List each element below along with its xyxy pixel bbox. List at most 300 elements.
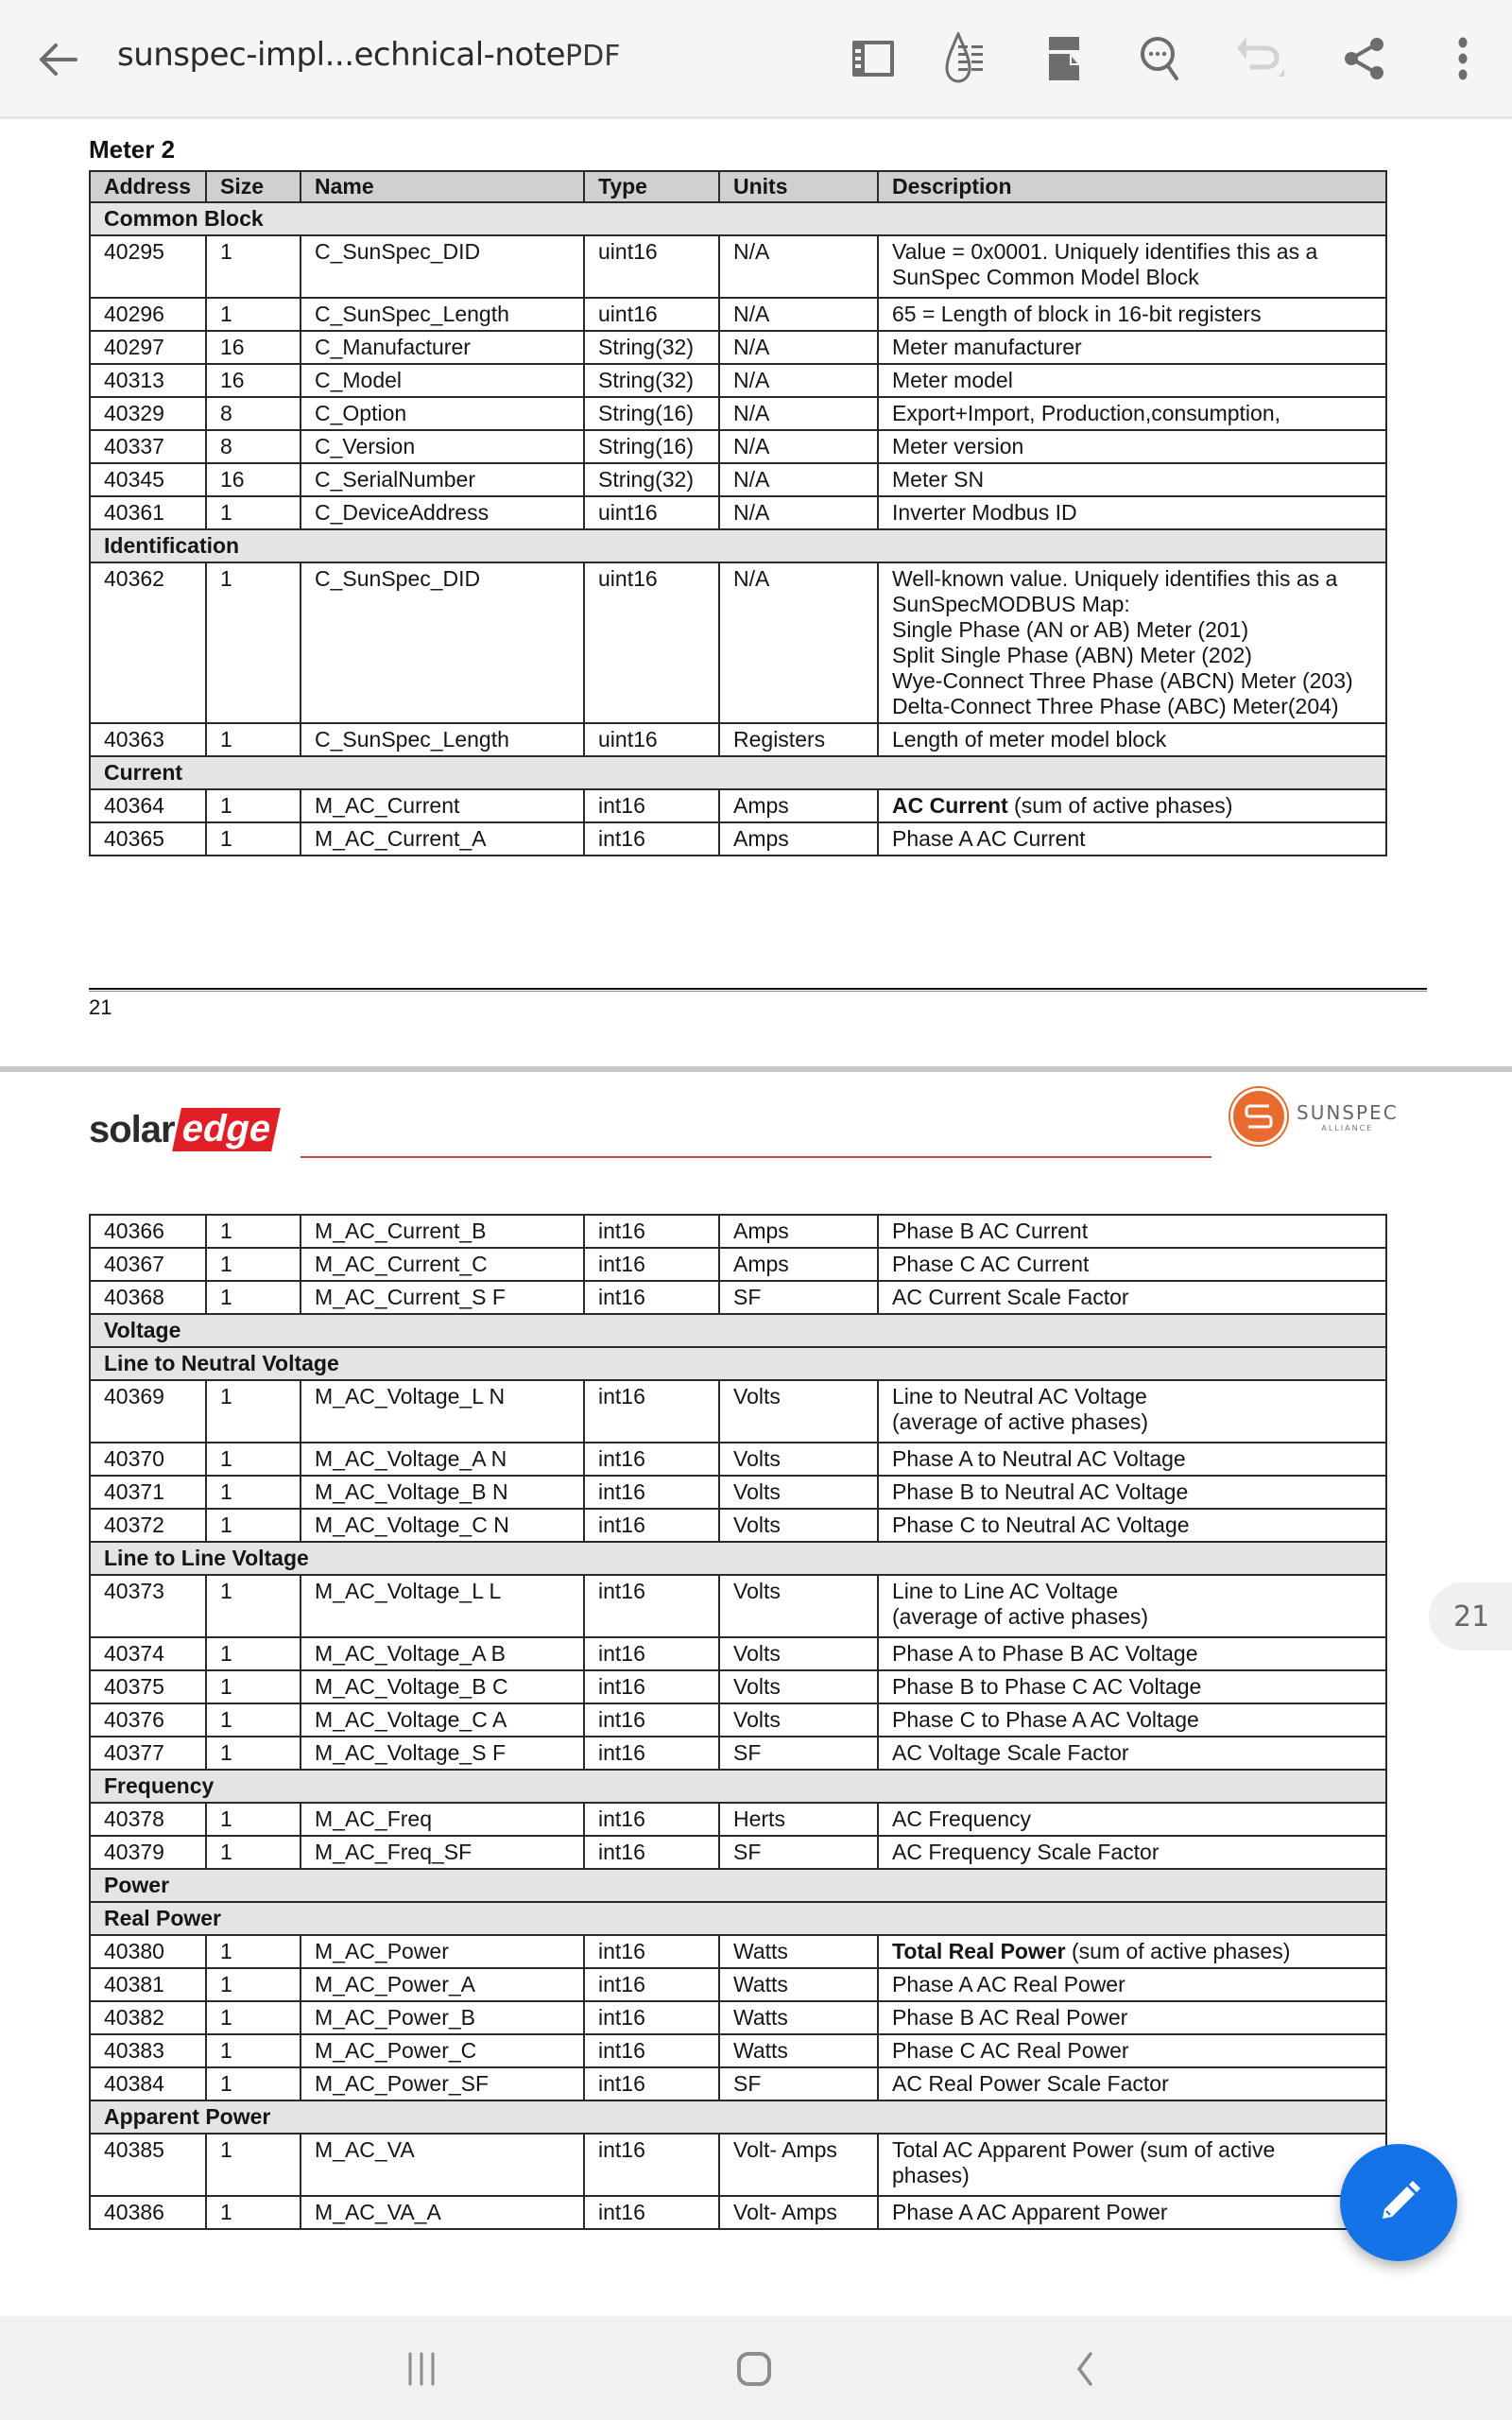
cell-description [878, 2134, 1386, 2196]
section-label: Common Block [90, 202, 1386, 235]
cell-name: M_AC_VA [301, 2134, 584, 2196]
cell-type: int16 [584, 1670, 719, 1703]
cell-type: uint16 [584, 298, 719, 331]
sunspec-brand-text: SUNSPEC [1297, 1100, 1399, 1124]
cell-type: int16 [584, 2134, 719, 2196]
cell-address: 40313 [90, 364, 206, 397]
description-line: Phase A to Neutral AC Voltage [892, 1446, 1186, 1471]
cell-type: int16 [584, 1380, 719, 1443]
cell-size: 1 [206, 2001, 301, 2034]
page-layout-icon [1047, 35, 1081, 82]
cell-size: 1 [206, 789, 301, 822]
section-row [90, 202, 1386, 235]
section-row [90, 1314, 1386, 1347]
edit-fab-button[interactable] [1340, 2144, 1457, 2261]
cell-name: M_AC_Voltage_C A [301, 1703, 584, 1737]
cell-type: int16 [584, 2067, 719, 2100]
cell-type: String(32) [584, 463, 719, 496]
table-row [90, 1248, 1386, 1281]
description-line: Well-known value. Uniquely identifies this as a [892, 566, 1338, 591]
back-button[interactable] [34, 36, 81, 83]
search-icon [1139, 35, 1186, 82]
cell-size: 1 [206, 1509, 301, 1542]
description-line: Phase A AC Real Power [892, 1972, 1125, 1996]
description-line: Meter manufacturer [892, 335, 1082, 359]
cell-name: M_AC_Voltage_S F [301, 1737, 584, 1770]
cell-description [878, 723, 1386, 756]
cell-description [878, 397, 1386, 430]
cell-description [878, 562, 1386, 723]
section-row [90, 1542, 1386, 1575]
description-line: Phase B AC Current [892, 1219, 1089, 1243]
description-line: Phase A to Phase B AC Voltage [892, 1641, 1198, 1666]
table-row [90, 2196, 1386, 2229]
cell-type: uint16 [584, 723, 719, 756]
cell-type: String(16) [584, 430, 719, 463]
cell-address: 40363 [90, 723, 206, 756]
cell-name: M_AC_Power_SF [301, 2067, 584, 2100]
cell-description [878, 1968, 1386, 2001]
header-divider [301, 1156, 1211, 1158]
cell-units: SF [719, 1737, 878, 1770]
cell-name: M_AC_Power_A [301, 1968, 584, 2001]
description-line: Wye-Connect Three Phase (ABCN) Meter (203) [892, 668, 1353, 693]
search-button[interactable] [1134, 28, 1191, 89]
table-row [90, 430, 1386, 463]
section-title: Meter 2 [89, 135, 176, 164]
cell-description [878, 2196, 1386, 2229]
pdf-page-22 [0, 1072, 1512, 2316]
cell-address: 40383 [90, 2034, 206, 2067]
description-line: Meter version [892, 434, 1024, 458]
cell-units: N/A [719, 364, 878, 397]
cell-type: int16 [584, 1281, 719, 1314]
cell-address: 40362 [90, 562, 206, 723]
solaredge-logo [89, 1106, 276, 1153]
recent-apps-icon [403, 2350, 440, 2388]
cell-units: N/A [719, 496, 878, 529]
cell-units: N/A [719, 235, 878, 298]
section-label: Apparent Power [90, 2100, 1386, 2134]
section-label: Real Power [90, 1902, 1386, 1935]
cell-name: M_AC_Power_B [301, 2001, 584, 2034]
cell-units: Watts [719, 2001, 878, 2034]
sunspec-alliance-logo [1230, 1085, 1399, 1148]
cell-size: 1 [206, 1443, 301, 1476]
description-line: Delta-Connect Three Phase (ABC) Meter(204) [892, 694, 1339, 718]
cell-address: 40382 [90, 2001, 206, 2034]
section-label: Line to Line Voltage [90, 1542, 1386, 1575]
cell-name: C_Manufacturer [301, 331, 584, 364]
description-line: (average of active phases) [892, 1409, 1149, 1434]
cell-type: int16 [584, 1703, 719, 1737]
back-icon [1066, 2350, 1104, 2388]
cell-address: 40372 [90, 1509, 206, 1542]
section-row [90, 1770, 1386, 1803]
cell-size: 16 [206, 331, 301, 364]
cell-size: 1 [206, 2196, 301, 2229]
section-row [90, 1869, 1386, 1902]
cell-size: 16 [206, 463, 301, 496]
system-nav-bar [0, 2316, 1512, 2420]
table-row [90, 562, 1386, 723]
home-button[interactable] [716, 2342, 792, 2395]
cell-name: C_Model [301, 364, 584, 397]
cell-units: N/A [719, 430, 878, 463]
pdf-page-21 [0, 122, 1512, 1066]
cell-size: 1 [206, 1935, 301, 1968]
liquid-mode-button[interactable] [943, 28, 1000, 89]
cell-type: int16 [584, 1935, 719, 1968]
cell-type: int16 [584, 789, 719, 822]
cell-units: Volts [719, 1637, 878, 1670]
table-row [90, 496, 1386, 529]
cell-type: int16 [584, 1803, 719, 1836]
sunspec-emblem-icon [1230, 1088, 1287, 1145]
cell-size: 1 [206, 822, 301, 856]
table-row [90, 1935, 1386, 1968]
cell-type: int16 [584, 1737, 719, 1770]
cell-size: 8 [206, 397, 301, 430]
cell-name: M_AC_Voltage_B C [301, 1670, 584, 1703]
cell-description [878, 1836, 1386, 1869]
table-row [90, 1509, 1386, 1542]
cell-size: 1 [206, 1575, 301, 1637]
recent-apps-button[interactable] [384, 2342, 459, 2395]
cell-units: SF [719, 2067, 878, 2100]
cell-type: int16 [584, 1509, 719, 1542]
undo-button[interactable] [1232, 28, 1289, 89]
column-header-address: Address [90, 171, 206, 202]
table-row [90, 789, 1386, 822]
cell-description [878, 1248, 1386, 1281]
cell-units: Volt- Amps [719, 2134, 878, 2196]
cell-address: 40379 [90, 1836, 206, 1869]
cell-units: N/A [719, 463, 878, 496]
page-indicator[interactable]: 21 [1429, 1582, 1512, 1651]
description-line: Phase B to Neutral AC Voltage [892, 1479, 1189, 1504]
cell-description [878, 1935, 1386, 1968]
page-layout-button[interactable] [1036, 28, 1092, 89]
cell-units: Registers [719, 723, 878, 756]
description-emphasis: AC Current [892, 793, 1008, 818]
cell-name: M_AC_Voltage_C N [301, 1509, 584, 1542]
cell-description [878, 789, 1386, 822]
system-back-button[interactable] [1047, 2342, 1123, 2395]
cell-name: M_AC_Voltage_B N [301, 1476, 584, 1509]
cell-size: 1 [206, 562, 301, 723]
description-line: Phase C AC Real Power [892, 2038, 1129, 2063]
cell-type: uint16 [584, 235, 719, 298]
cell-address: 40386 [90, 2196, 206, 2229]
more-vert-icon [1456, 37, 1469, 80]
cell-type: int16 [584, 1575, 719, 1637]
table-row [90, 1637, 1386, 1670]
cell-description [878, 1380, 1386, 1443]
cell-type: int16 [584, 1248, 719, 1281]
cell-address: 40366 [90, 1215, 206, 1248]
file-type-label: PDF [565, 40, 621, 73]
cell-units: SF [719, 1836, 878, 1869]
table-row [90, 2134, 1386, 2196]
table-row [90, 2034, 1386, 2067]
cell-type: uint16 [584, 496, 719, 529]
cell-size: 1 [206, 2067, 301, 2100]
cell-size: 1 [206, 496, 301, 529]
cell-name: M_AC_Current_S F [301, 1281, 584, 1314]
description-line: Total AC Apparent Power (sum of active [892, 2137, 1276, 2162]
cell-description [878, 1737, 1386, 1770]
cell-address: 40295 [90, 235, 206, 298]
cell-address: 40370 [90, 1443, 206, 1476]
cell-type: int16 [584, 822, 719, 856]
description-emphasis: Total Real Power [892, 1939, 1066, 1963]
column-header-description: Description [878, 171, 1386, 202]
cell-description [878, 1670, 1386, 1703]
table-row [90, 1836, 1386, 1869]
description-line: Meter SN [892, 467, 985, 492]
description-line: AC Current Scale Factor [892, 1285, 1129, 1309]
cell-type: int16 [584, 1215, 719, 1248]
cell-address: 40368 [90, 1281, 206, 1314]
cell-units: Watts [719, 1968, 878, 2001]
cell-size: 1 [206, 1670, 301, 1703]
cell-description [878, 331, 1386, 364]
more-options-button[interactable] [1435, 28, 1491, 89]
cell-name: C_Option [301, 397, 584, 430]
cell-description [878, 463, 1386, 496]
cell-name: M_AC_Freq [301, 1803, 584, 1836]
cell-address: 40385 [90, 2134, 206, 2196]
section-row [90, 1902, 1386, 1935]
cell-type: int16 [584, 2034, 719, 2067]
cell-type: int16 [584, 1968, 719, 2001]
cell-name: C_SunSpec_Length [301, 298, 584, 331]
cell-name: M_AC_Current [301, 789, 584, 822]
cell-units: Amps [719, 1248, 878, 1281]
section-label: Current [90, 756, 1386, 789]
cell-size: 1 [206, 1836, 301, 1869]
page-thumbnails-icon [850, 39, 896, 78]
cell-size: 1 [206, 1476, 301, 1509]
cell-address: 40376 [90, 1703, 206, 1737]
cell-size: 16 [206, 364, 301, 397]
cell-size: 1 [206, 723, 301, 756]
cell-type: uint16 [584, 562, 719, 723]
cell-address: 40369 [90, 1380, 206, 1443]
description-line: Phase C to Neutral AC Voltage [892, 1512, 1190, 1537]
table-row [90, 364, 1386, 397]
document-title: sunspec-impl...echnical-note [117, 36, 566, 74]
description-line: Line to Line AC Voltage [892, 1579, 1119, 1603]
cell-description [878, 1476, 1386, 1509]
cell-description [878, 1575, 1386, 1637]
cell-name: C_DeviceAddress [301, 496, 584, 529]
cell-name: M_AC_Current_B [301, 1215, 584, 1248]
footer-divider [89, 988, 1427, 992]
cell-size: 1 [206, 1637, 301, 1670]
cell-name: M_AC_Voltage_A N [301, 1443, 584, 1476]
cell-units: N/A [719, 331, 878, 364]
cell-description [878, 298, 1386, 331]
cell-address: 40380 [90, 1935, 206, 1968]
cell-name: M_AC_Power [301, 1935, 584, 1968]
section-label: Power [90, 1869, 1386, 1902]
cell-type: int16 [584, 1637, 719, 1670]
description-line: Phase A AC Current [892, 826, 1086, 851]
cell-name: M_AC_Voltage_A B [301, 1637, 584, 1670]
description-line: Meter model [892, 368, 1013, 392]
app-bar [0, 0, 1512, 119]
cell-address: 40384 [90, 2067, 206, 2100]
description-line: Split Single Phase (ABN) Meter (202) [892, 643, 1252, 667]
section-row [90, 756, 1386, 789]
table-row [90, 1575, 1386, 1637]
cell-units: Volts [719, 1443, 878, 1476]
cell-units: Volts [719, 1670, 878, 1703]
cell-address: 40378 [90, 1803, 206, 1836]
cell-type: int16 [584, 1443, 719, 1476]
cell-name: C_SunSpec_DID [301, 235, 584, 298]
cell-name: C_SunSpec_DID [301, 562, 584, 723]
cell-units: N/A [719, 562, 878, 723]
cell-address: 40373 [90, 1575, 206, 1637]
cell-address: 40367 [90, 1248, 206, 1281]
section-label: Line to Neutral Voltage [90, 1347, 1386, 1380]
section-label: Frequency [90, 1770, 1386, 1803]
table-row [90, 1443, 1386, 1476]
cell-name: M_AC_Current_C [301, 1248, 584, 1281]
liquid-mode-icon [945, 32, 998, 85]
logo-text-solar: solar [89, 1108, 175, 1150]
cell-units: Volts [719, 1703, 878, 1737]
section-label: Identification [90, 529, 1386, 562]
cell-description [878, 1803, 1386, 1836]
cell-type: int16 [584, 2001, 719, 2034]
section-row [90, 2100, 1386, 2134]
description-line: AC Frequency Scale Factor [892, 1840, 1160, 1864]
table-row [90, 1476, 1386, 1509]
cell-address: 40361 [90, 496, 206, 529]
column-header-size: Size [206, 171, 301, 202]
cell-type: String(32) [584, 364, 719, 397]
cell-name: M_AC_VA_A [301, 2196, 584, 2229]
column-header-units: Units [719, 171, 878, 202]
sunspec-sub-text: ALLIANCE [1321, 1123, 1374, 1132]
cell-size: 1 [206, 235, 301, 298]
cell-units: N/A [719, 397, 878, 430]
back-arrow-icon [37, 43, 78, 77]
description-line: AC Frequency [892, 1806, 1032, 1831]
cell-size: 1 [206, 1703, 301, 1737]
description-line: Phase A AC Apparent Power [892, 2200, 1168, 2224]
cell-description [878, 1215, 1386, 1248]
cell-units: Watts [719, 2034, 878, 2067]
cell-size: 1 [206, 2034, 301, 2067]
cell-address: 40297 [90, 331, 206, 364]
cell-description [878, 496, 1386, 529]
cell-size: 1 [206, 2134, 301, 2196]
cell-size: 1 [206, 1215, 301, 1248]
undo-icon [1235, 35, 1286, 82]
table-row [90, 2067, 1386, 2100]
cell-address: 40381 [90, 1968, 206, 2001]
cell-units: SF [719, 1281, 878, 1314]
description-line: (sum of active phases) [1065, 1939, 1291, 1963]
register-table [89, 170, 1387, 856]
cell-description [878, 1281, 1386, 1314]
description-line: Line to Neutral AC Voltage [892, 1384, 1147, 1409]
cell-size: 1 [206, 1281, 301, 1314]
cell-size: 1 [206, 1248, 301, 1281]
cell-type: int16 [584, 1476, 719, 1509]
table-row [90, 1670, 1386, 1703]
cell-description [878, 2034, 1386, 2067]
section-label: Voltage [90, 1314, 1386, 1347]
register-table-continued [89, 1214, 1387, 2230]
table-row [90, 1737, 1386, 1770]
description-line: Inverter Modbus ID [892, 500, 1077, 525]
table-row [90, 1968, 1386, 2001]
description-line: phases) [892, 2163, 970, 2187]
page-thumbnails-button[interactable] [845, 28, 902, 89]
cell-description [878, 1509, 1386, 1542]
description-line: Phase C AC Current [892, 1252, 1090, 1276]
column-header-type: Type [584, 171, 719, 202]
page-number: 21 [89, 995, 112, 1019]
cell-description [878, 1637, 1386, 1670]
description-line: Phase C to Phase A AC Voltage [892, 1707, 1199, 1732]
logo-text-edge: edge [172, 1108, 281, 1151]
cell-units: Amps [719, 822, 878, 856]
cell-address: 40329 [90, 397, 206, 430]
cell-address: 40337 [90, 430, 206, 463]
table-row [90, 1380, 1386, 1443]
cell-units: Amps [719, 789, 878, 822]
cell-address: 40375 [90, 1670, 206, 1703]
share-button[interactable] [1336, 28, 1393, 89]
cell-address: 40374 [90, 1637, 206, 1670]
cell-size: 8 [206, 430, 301, 463]
section-row [90, 1347, 1386, 1380]
cell-units: Volts [719, 1509, 878, 1542]
home-icon [735, 2350, 773, 2388]
cell-name: M_AC_Power_C [301, 2034, 584, 2067]
cell-description [878, 1703, 1386, 1737]
table-row [90, 463, 1386, 496]
description-line: Phase B AC Real Power [892, 2005, 1128, 2030]
cell-units: Volt- Amps [719, 2196, 878, 2229]
description-line: SunSpec Common Model Block [892, 265, 1199, 289]
cell-size: 1 [206, 1968, 301, 2001]
cell-description [878, 430, 1386, 463]
column-header-name: Name [301, 171, 584, 202]
cell-size: 1 [206, 1380, 301, 1443]
table-row [90, 1281, 1386, 1314]
cell-description [878, 822, 1386, 856]
cell-size: 1 [206, 1803, 301, 1836]
description-line: (sum of active phases) [1007, 793, 1233, 818]
cell-description [878, 235, 1386, 298]
description-line: Export+Import, Production,consumption, [892, 401, 1281, 425]
cell-type: int16 [584, 2196, 719, 2229]
table-row [90, 1803, 1386, 1836]
description-line: Value = 0x0001. Uniquely identifies this as a [892, 239, 1318, 264]
cell-address: 40371 [90, 1476, 206, 1509]
description-line: Length of meter model block [892, 727, 1167, 752]
cell-size: 1 [206, 1737, 301, 1770]
cell-units: Watts [719, 1935, 878, 1968]
